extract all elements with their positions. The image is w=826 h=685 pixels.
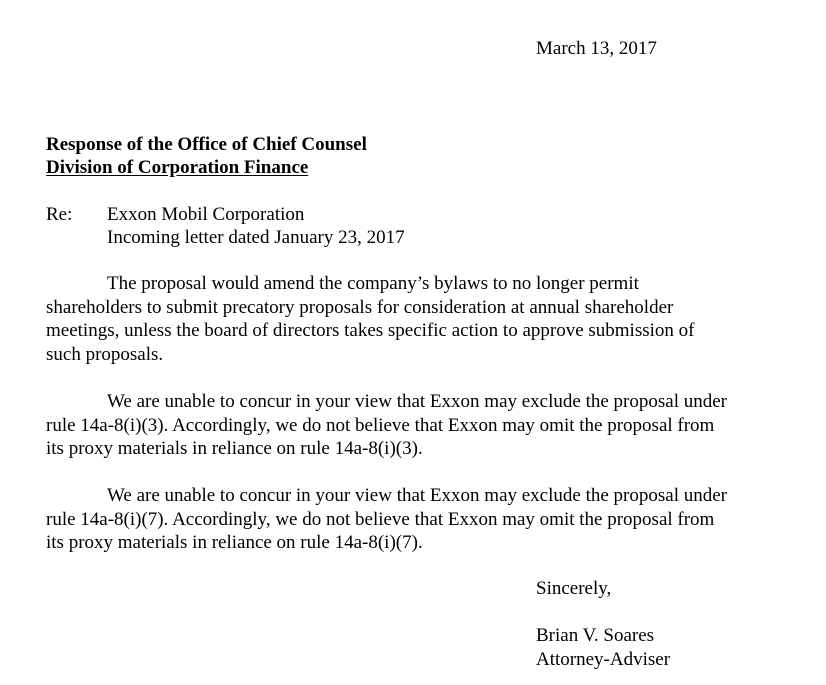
paragraph-line: The proposal would amend the company’s bylaws to no longer permit [107,273,639,294]
division-heading: Division of Corporation Finance [46,157,309,178]
letter-date: March 13, 2017 [536,38,657,59]
paragraph-line: We are unable to concur in your view that Exxon may exclude the proposal under [107,485,727,506]
signer-title: Attorney-Adviser [536,649,671,670]
rule-14a-8-i-7-paragraph [46,484,786,555]
re-incoming-letter-date: Incoming letter dated January 23, 2017 [107,227,405,248]
paragraph-line: We are unable to concur in your view that Exxon may exclude the proposal under [107,391,727,412]
closing-salutation: Sincerely, [536,578,612,599]
paragraph-line: rule 14a-8(i)(3). Accordingly, we do not believe that Exxon may omit the proposal from [46,414,715,436]
paragraph-line: such proposals. [46,343,164,365]
paragraph-line: its proxy materials in reliance on rule 14a-8(i)(7). [46,532,423,554]
paragraph-line: its proxy materials in reliance on rule 14a-8(i)(3). [46,438,423,460]
paragraph-line: shareholders to submit precatory proposals for consideration at annual shareholder [46,296,674,318]
rule-14a-8-i-3-paragraph [46,390,786,461]
office-heading: Response of the Office of Chief Counsel [46,134,367,155]
paragraph-line: rule 14a-8(i)(7). Accordingly, we do not believe that Exxon may omit the proposal from [46,508,715,530]
signer-name: Brian V. Soares [536,625,655,646]
paragraph-line: meetings, unless the board of directors takes specific action to approve submission of [46,320,695,342]
proposal-paragraph [46,272,786,366]
re-label: Re: [46,204,73,225]
re-company: Exxon Mobil Corporation [107,204,305,225]
